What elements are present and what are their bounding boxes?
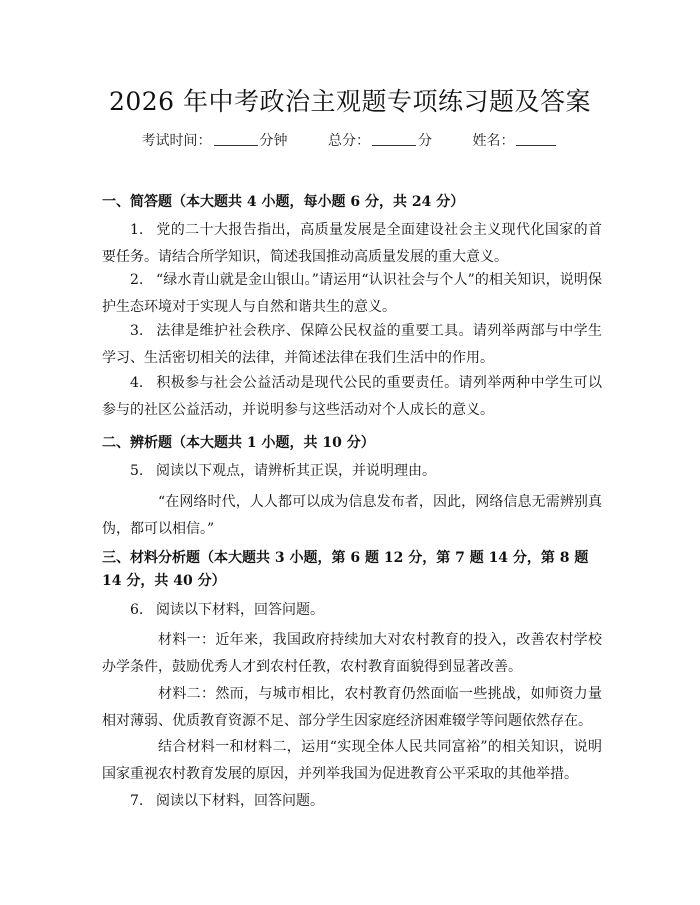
question-text: 阅读以下材料，回答问题。 — [156, 793, 324, 809]
question-1 — [102, 217, 602, 271]
material-one: 材料一：近年来，我国政府持续加大对农村教育的投入，改善农村学校办学条件，鼓励优秀人才到农村任教，农村教育面貌得到显著改善。 — [102, 632, 602, 675]
question-number: 3. — [130, 323, 144, 339]
question-4 — [102, 370, 602, 424]
exam-time — [142, 130, 288, 150]
question-number: 6. — [130, 602, 144, 618]
question-5 — [102, 458, 602, 485]
score-blank — [372, 133, 416, 146]
question-text: 阅读以下材料，回答问题。 — [156, 602, 324, 618]
time-label: 考试时间： — [141, 133, 212, 149]
exam-meta — [0, 130, 700, 150]
quoted-viewpoint: “在网络时代，人人都可以成为信息发布者，因此，网络信息无需辨别真伪，都可以相信。” — [102, 494, 602, 537]
section-heading-analysis: 二、辨析题（本大题共 1 小题，共 10 分） — [102, 435, 375, 451]
material-question: 结合材料一和材料二，运用“实现全体人民共同富裕”的相关知识，说明国家重视农村教育发展的原因，并列举我国为促进教育公平采取的其他举措。 — [102, 739, 602, 782]
question-number: 4. — [130, 375, 144, 391]
time-blank — [214, 133, 258, 146]
name-label: 姓名： — [472, 133, 515, 149]
question-text: 党的二十大报告指出，高质量发展是全面建设社会主义现代化国家的首要任务。请结合所学知识，简述我国推动高质量发展的重大意义。 — [102, 222, 602, 265]
time-unit: 分钟 — [259, 133, 288, 149]
question-text: 阅读以下观点，请辨析其正误，并说明理由。 — [156, 463, 436, 479]
total-score — [328, 130, 432, 150]
question-3 — [102, 318, 602, 372]
section-heading-short-answer: 一、简答题（本大题共 4 小题，每小题 6 分，共 24 分） — [102, 194, 465, 210]
section-heading-material: 三、材料分析题（本大题共 3 小题，第 6 题 12 分，第 7 题 14 分，第 8 题 14 分，共 40 分） — [102, 550, 589, 589]
page-title: 2026 年中考政治主观题专项练习题及答案 — [108, 87, 592, 116]
question-number: 7. — [130, 793, 144, 809]
question-number: 2. — [130, 272, 144, 288]
question-text: 积极参与社会公益活动是现代公民的重要责任。请列举两种中学生可以参与的社区公益活动，并说明参与这些活动对个人成长的意义。 — [102, 375, 602, 418]
score-unit: 分 — [418, 133, 432, 149]
question-text: “绿水青山就是金山银山。”请运用“认识社会与个人”的相关知识，说明保护生态环境对于实现人与自然和谐共生的意义。 — [102, 272, 602, 315]
name-blank — [516, 133, 556, 146]
question-number: 5. — [130, 463, 144, 479]
question-6 — [102, 597, 602, 624]
score-label: 总分： — [328, 133, 370, 149]
question-number: 1. — [130, 222, 144, 238]
material-two: 材料二：然而，与城市相比，农村教育仍然面临一些挑战，如师资力量相对薄弱、优质教育资源不足、部分学生因家庭经济困难辍学等问题依然存在。 — [102, 686, 602, 729]
question-text: 法律是维护社会秩序、保障公民权益的重要工具。请列举两部与中学生学习、生活密切相关的法律，并简述法律在我们生活中的作用。 — [102, 323, 602, 366]
question-2 — [102, 267, 602, 321]
student-name — [472, 130, 558, 150]
question-7 — [102, 788, 602, 815]
